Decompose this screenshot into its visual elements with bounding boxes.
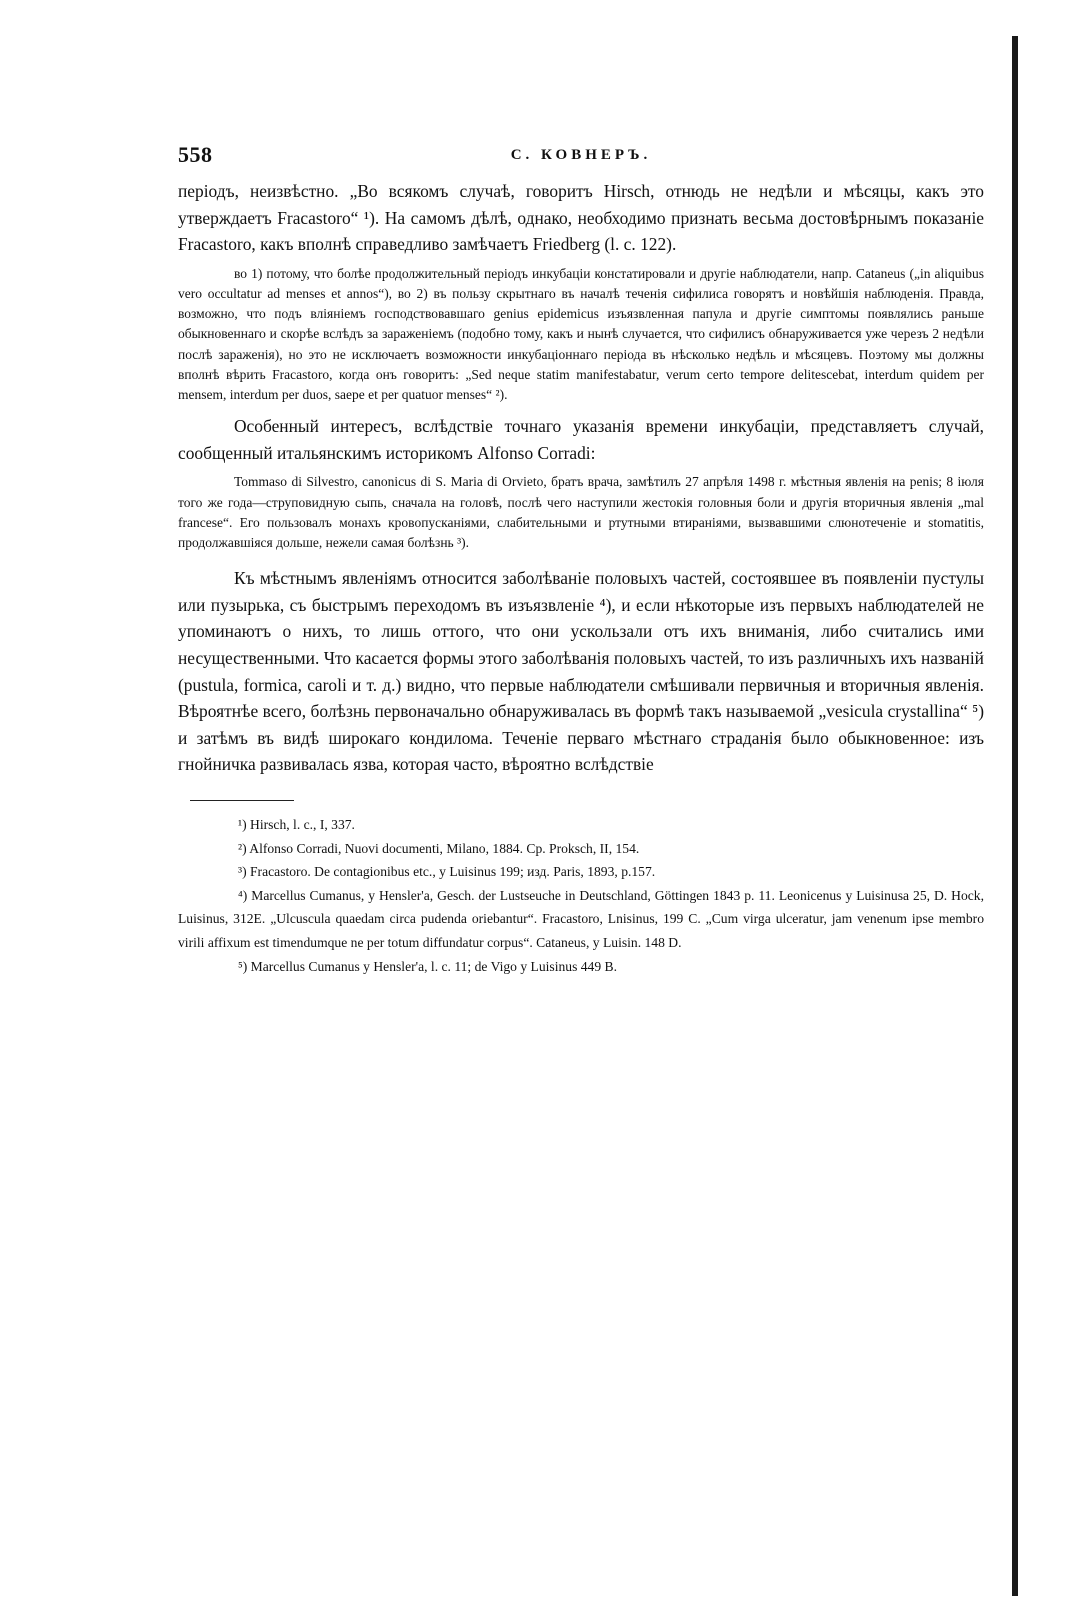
footnote-5: ⁵) Marcellus Cumanus у Hensler'а, l. c. 11; de Vigo у Luisinus 449 B. bbox=[238, 958, 618, 974]
book-spine-shadow bbox=[1012, 36, 1018, 1596]
page-content bbox=[178, 142, 984, 978]
page-number: 558 bbox=[178, 142, 213, 167]
case-description-paragraph: Tommaso di Silvestro, canonicus di S. Maria di Orvieto, братъ врача, замѣтилъ 27 апрѣля 1498 г. мѣстныя явленія на penis; 8 іюля того же года—струповидную сыпь, сначала на головѣ, послѣ чего наступили жестокія головныя боли и другія вторичныя явленія „mal francese“. Его пользовалъ монахъ кровопусканіями, слабительными и ртутными втираніями, вызвавшими слюнотеченіе и stomatitis, продолжавшіяся дольше, нежели самая болѣзнь ³). bbox=[178, 474, 984, 550]
footnote-2: ²) Alfonso Corradi, Nuovi documenti, Milano, 1884. Cp. Proksch, II, 154. bbox=[238, 840, 640, 856]
footnote-1: ¹) Hirsch, l. c., I, 337. bbox=[238, 816, 355, 832]
running-head: С. КОВНЕРЪ. bbox=[510, 147, 652, 163]
body-paragraph-3: Особенный интересъ, вслѣдствіе точнаго указанія времени инкубаціи, представляетъ случай, сообщенный итальянскимъ историкомъ Alfonso Corradi: bbox=[178, 416, 984, 463]
body-paragraph-2-small: во 1) потому, что болѣе продолжительный періодъ инкубаціи констатировали и другіе наблюдатели, напр. Cataneus („in aliquibus vero occultatur ad menses et annos“), во 2) въ пользу скрытнаго въ началѣ теченія сифилиса говорятъ и новѣйшія наблюденія. Правда, возможно, что подъ вліяніемъ господствовавшаго genius epidemicus изъязвленная папула и другіе симптомы появлялись раньше обыкновеннаго и скорѣе вслѣдъ за зараженіемъ (подобно тому, какъ и нынѣ случается, что сифилисъ обнаруживается уже черезъ 2 недѣли послѣ зараженія), но это не исключаетъ возможности инкубаціоннаго періода въ нѣсколько недѣль и мѣсяцевъ. Поэтому мы должны вполнѣ вѣрить Fracastoro, когда онъ говоритъ: „Sed neque statim manifestabatur, verum certo tempore delitescebat, interdum quidem per mensem, interdum per duos, saepe et per quatuor menses“ ²). bbox=[178, 265, 984, 402]
footnote-divider bbox=[190, 800, 294, 801]
body-paragraph-5: Къ мѣстнымъ явленіямъ относится заболѣваніе половыхъ частей, состоявшее въ появленіи пустулы или пузырька, съ быстрымъ переходомъ въ изъязвленіе ⁴), и если нѣкоторые изъ первыхъ наблюдателей не упоминаютъ о нихъ, то лишь оттого, что они ускользали отъ ихъ вниманія, либо считались ими несущественными. Что касается формы этого заболѣванія половыхъ частей, то изъ различныхъ ихъ названій (pustula, formica, caroli и т. д.) видно, что первые наблюдатели смѣшивали первичныя и вторичныя явленія. Вѣроятнѣе всего, болѣзнь первоначально обнаруживалась въ формѣ такъ называемой „vesicula crystallina“ ⁵) и затѣмъ въ видѣ широкаго кондилома. Теченіе перваго мѣстнаго страданія было обыкновенное: изъ гнойничка развивалась язва, которая часто, вѣроятно вслѣдствіе bbox=[178, 568, 984, 775]
footnotes bbox=[178, 813, 984, 978]
page-header bbox=[178, 142, 984, 170]
footnote-4: ⁴) Marcellus Cumanus, у Hensler'а, Gesch. der Lustseuche in Deutschland, Göttingen 1843 p. 11. Leonicenus у Luisinusa 25, D. Hock, Luisinus, 312E. „Ulcuscula quaedam circa pudenda oriebantur“. Fracastoro, Lnisinus, 199 C. „Cum virga ulceratur, jam venenum ipse membro virili affixum est timendumque ne per totum diffundatur corpus“. Cataneus, у Luisin. 148 D. bbox=[178, 887, 984, 950]
footnote-3: ³) Fracastoro. De contagionibus etc., у Luisinus 199; изд. Paris, 1893, p.157. bbox=[238, 864, 656, 880]
body-paragraph-1: періодъ, неизвѣстно. „Во всякомъ случаѣ, говоритъ Hirsch, отнюдь не недѣли и мѣсяцы, какъ это утверждаетъ Fracastoro“ ¹). На самомъ дѣлѣ, однако, необходимо признать весьма достовѣрнымъ показаніе Fracastoro, какъ вполнѣ справедливо замѣчаетъ Friedberg (l. c. 122). bbox=[178, 181, 984, 255]
